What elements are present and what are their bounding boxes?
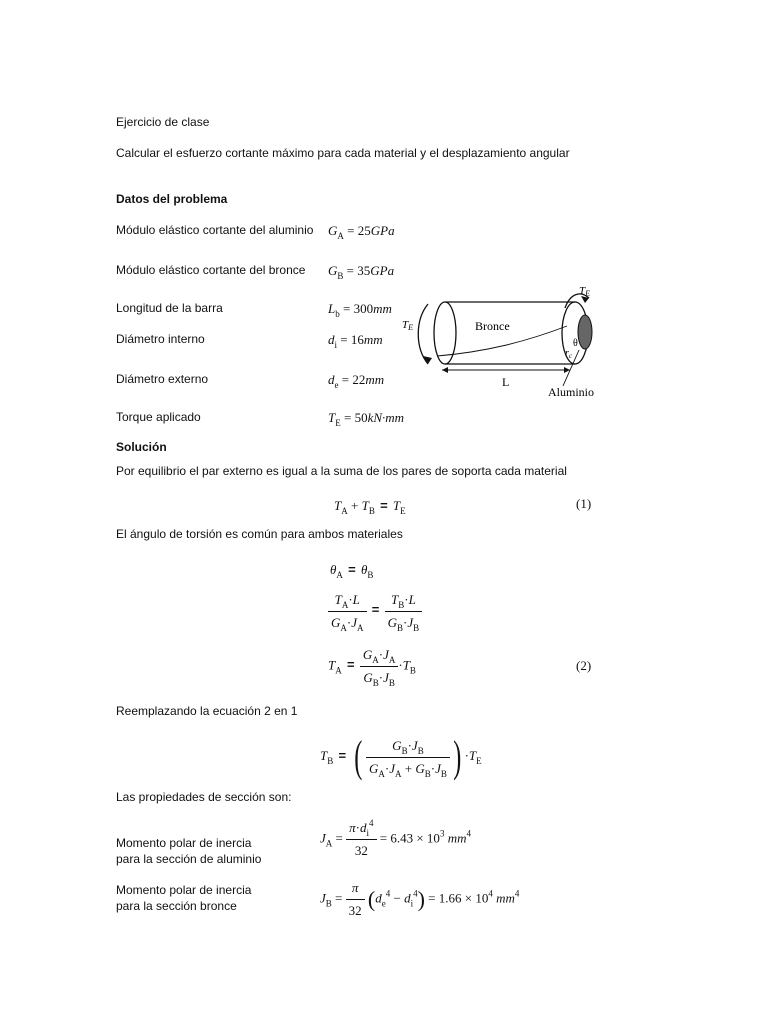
equation-tb: $T_B$ = ( $\frac{G_B\cdot J_B}{G_A\cdot J_A + G_B\cdot J_B}$ ) $\cdot T_E$: [320, 732, 482, 781]
equation-jb: $J_B$ = $\frac{\pi}{32}$ $(d_e^4 - d_i^4) = 1.66 \times 10^4$ $mm^4$: [320, 880, 520, 918]
data-label-ga: Módulo elástico cortante del aluminio: [116, 223, 314, 237]
problem-statement: Calcular el esfuerzo cortante máximo para cada material y el desplazamiento angular: [116, 146, 570, 160]
equation-2-number: (2): [576, 658, 592, 673]
data-label-lb: Longitud de la barra: [116, 301, 223, 315]
label-te-right: TE: [579, 285, 591, 298]
solution-paragraph-4: Las propiedades de sección son:: [116, 790, 292, 804]
data-formula-de: $d_e = 22mm$: [328, 372, 385, 390]
ja-label-line-2: para la sección de aluminio: [116, 852, 262, 866]
label-aluminio: Aluminio: [548, 385, 595, 399]
data-label-te: Torque aplicado: [116, 410, 201, 424]
solution-paragraph-1: Por equilibrio el par externo es igual a la suma de los pares de soporta cada material: [116, 464, 567, 478]
data-formula-lb: $L_b = 300mm$: [328, 301, 392, 319]
ja-label-line-1: Momento polar de inercia: [116, 836, 252, 850]
equation-theta: $\theta_A = \theta_B$: [330, 562, 374, 580]
solution-paragraph-3: Reemplazando la ecuación 2 en 1: [116, 704, 298, 718]
label-theta: θ: [573, 338, 578, 349]
label-rc: $r_c$: [565, 348, 573, 360]
data-formula-gb: $G_B = 35GPa$: [328, 263, 395, 281]
equation-1: $T_A + T_B = T_E$: [334, 498, 406, 516]
data-label-gb: Módulo elástico cortante del bronce: [116, 263, 306, 277]
data-formula-te: $T_E = 50kN\cdot mm$: [328, 410, 405, 428]
exercise-title: Ejercicio de clase: [116, 115, 210, 129]
left-torque-arrowhead: [423, 356, 432, 364]
length-arrow-left: [442, 367, 448, 373]
equation-ja: $J_A$ = $\frac{\pi\cdot d_i^4}{32}$ = $6.43 \times 10^3$ $mm^4$: [320, 818, 471, 858]
solution-paragraph-2: El ángulo de torsión es común para ambos materiales: [116, 527, 403, 541]
label-te-left: TE: [402, 319, 414, 332]
data-label-di: Diámetro interno: [116, 332, 205, 346]
equation-1-number: (1): [576, 496, 592, 511]
aluminio-core: [578, 315, 592, 349]
equation-2: $T_A$ = $\frac{G_A\cdot J_A}{G_B\cdot J_B}$ $\cdot T_B$: [328, 647, 416, 688]
solution-heading: Solución: [116, 440, 167, 454]
shaft-diagram: [395, 280, 610, 400]
data-label-de: Diámetro externo: [116, 372, 209, 386]
jb-label-line-1: Momento polar de inercia: [116, 883, 252, 897]
data-heading: Datos del problema: [116, 192, 228, 206]
equation-torsion-ratio: $\frac{T_A\cdot L}{G_A\cdot J_A}$ = $\frac{T_B\cdot L}{G_B\cdot J_B}$: [328, 592, 422, 631]
label-bronce: Bronce: [475, 319, 510, 333]
data-formula-di: $d_i = 16mm$: [328, 332, 383, 350]
left-torque-arc: [418, 304, 428, 364]
label-L: L: [502, 375, 510, 389]
jb-label-line-2: para la sección bronce: [116, 899, 237, 913]
data-formula-ga: $G_A = 25GPa$: [328, 223, 395, 241]
